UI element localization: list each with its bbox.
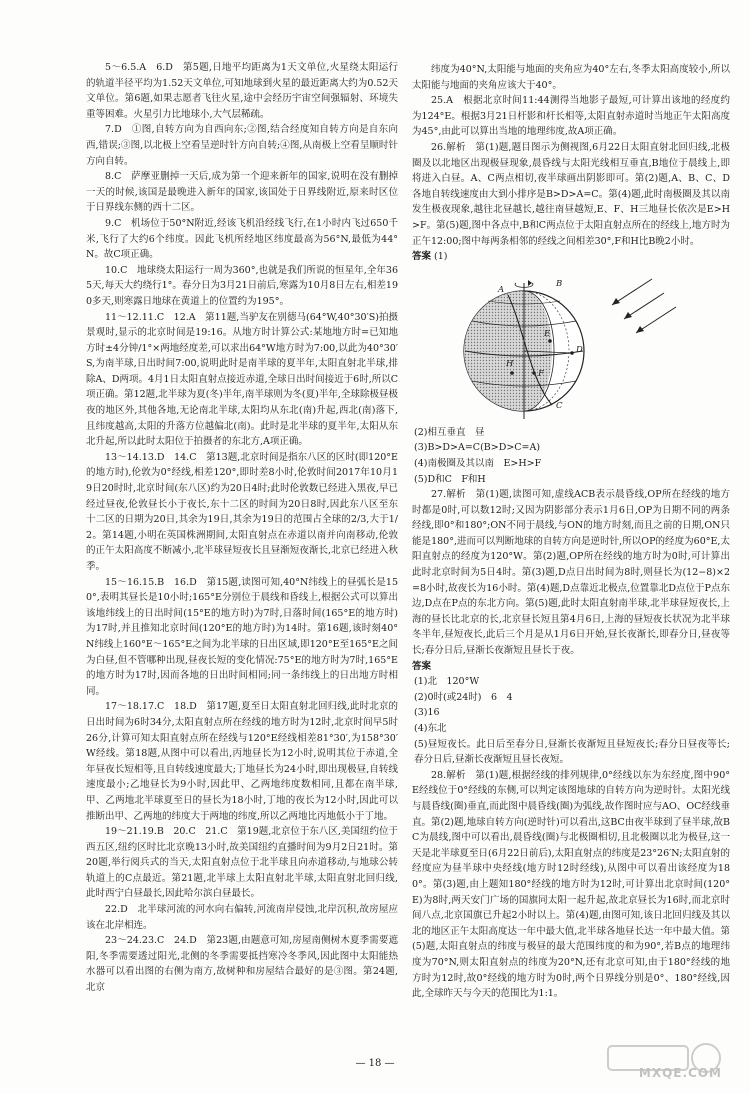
answer-item: (4)南极圈及其以南 E>H>F [414,457,542,469]
answer-paragraph: 10.C 地球绕太阳运行一周为360°,也就是我们所说的恒星年,全年365天,每天大约绕行1°。春分日为3月21日前后,寒露为10月8日左右,相差190多天,则寒露日地球在黄道上的位置约为195°。 [86,264,398,307]
answer-item: (5)D和C F和H [414,473,486,485]
earth-illumination-figure [452,269,682,419]
answer-label: 答案 [412,660,432,672]
answer-item: (3)16 [414,707,440,719]
answer-paragraph: 纬度为40°N,太阳能与地面的夹角应为40°左右,冬季太阳高度较小,所以太阳能与地面的夹角应该大于40°。 [412,64,730,91]
sunlight-arrows [612,279,676,333]
figure-label-c: C [556,400,563,411]
answer-paragraph: 7.D ①图,自转方向为自西向东;②图,结合经度知自转方向是自东向西,错误;③图,以北极上空看呈逆时针方向自转;④图,从南极上空看呈顺时针方向自转。 [86,124,398,167]
answer-item: (4)东北 [414,723,447,734]
answer-paragraph: 28.解析 第(1)题,根据经线的排列规律,0°经线以东为东经度,图中90°E经线位于0°经线的东侧,可以判定该图地球的自转方向为逆时针。太阳光线与晨昏线(圈)垂直,而此图中晨昏线(圈)为弧线,故作图时应与AO、OC经线垂直。第(2)题,地球自转方向(逆时针)可以看出,这BC由夜半球到了昼半球,故BC为晨线,图中可以看出,晨昏线(圈)与北极圈相切,且北极圈以北为极昼,这一天是北半球夏至日(6月22日前后),太阳直射点的纬度是23°26′N;太阳直射的经度应为昼半球中央经线(地方时12时经线),从图中可以看出该经度为180°。第(3)题,由上题知180°经线的地方时为12时,可计算出北京时间(120°E)为8时,两天安门广场的国旗同太阳一起升起,故北京昼长为16时,而北京时间八点,北京国旗已升起2小时以上。第(4)题,由图可知,该日北回归线及其以北的地区正午太阳高度达一年中最大值,北半球各地昼长达一年中最大值。第(5)题,太阳直射点的纬度与极昼的最大范围纬度的和为90°,若B点的地理纬度为70°N,则太阳直射点的纬度为20°N,还有北京可知,由于180°经线的地方时为12时,故0°经线的地方时为0时,两个日界线分别是0°、180°经线,因此,全球昨天与今天的范围比为1:1。 [412,769,730,1000]
answer-paragraph: 22.D 北半球河流的河水向右偏转,河流南岸侵蚀,北岸沉积,故房屋应该在北岸相连。 [86,904,398,931]
answer-item: (2)0时(或24时) 6 4 [414,691,513,703]
answer-26-list [412,425,730,487]
answer-paragraph: 25.A 根据北京时间11:44测得当地影子最短,可计算出该地的经度约为124°E。根据3月21日杆影和杆长相等,太阳直射赤道时当地正午太阳高度为45°,由此可以算出当地的地理纬度,故A项正确。 [412,95,730,138]
answer-item: (2)相互垂直 昼 [414,426,485,438]
right-mid-section [412,487,730,659]
answer-paragraph: 11～12.11.C 12.A 第11题,当驴友在别德马(64°W,40°30′S)拍摄景观时,显示的北京时间是19:16。从地方时计算公式:某地地方时=已知地方时±4分钟/1°×两地经度差,可以求出64°W地方时为7:00,以此为40°30′S,为南半球,日出时间7:00,说明此时是南半球的夏半年,太阳直射北半球,排除A、D两项。4月1日太阳直射点接近赤道,全球日出时间接近于6时,所以C项正确。第12题,北半球为夏(冬)半年,南半球则为冬(夏)半年,全球除极昼极夜的地区外,其他各地,无论南北半球,太阳均从东北(南)升起,西北(南)落下,且纬度越高,太阳的升落方位越偏北(南)。此时是北半球的夏半年,太阳从东北升起,所以此时太阳位于拍摄者的东北方,A项正确。 [86,311,398,448]
figure-label-a: A [498,284,505,295]
answer-item: (3)B>D>A=C(B>D>C=A) [414,442,541,454]
answer-paragraph: 23～24.23.C 24.D 第23题,由题意可知,房屋南侧树木夏季需要遮阳,冬季需要透过阳光,北侧的冬季需要抵挡寒冷冬季风,因此图中太阳能热水器可以看出图的右侧为南方,故树种和房屋结合最好的是③图。第24题,北京 [86,935,398,994]
figure-label-b: B [556,278,563,289]
answer-paragraph: 8.C 萨摩亚删掉一天后,成为第一个迎来新年的国家,说明在没有删掉一天的时候,该国是最晚进入新年的国家,该国处于日界线附近,原来时区位于日界线东侧的西十二区。 [86,171,398,214]
earth-diagram-svg [452,269,682,419]
page-number: — 18 — [355,1058,395,1069]
answer-27-list [412,674,730,768]
answer-paragraph: 27.解析 第(1)题,读图可知,虚线ACB表示晨昏线,OP所在经线的地方时都是0时,可以数12时;又因为阴影部分表示1月6日,OP为日期不同的两条经线,即0°和180°;ON不同于晨线,与ON的地方时刻,而且之前的日期,ON只能是180°,进而可以判断地球的自转方向是逆时针,所以OP的经度为60°E,太阳直射点的经度为120°W。第(2)题,OP所在经线的地方时为0时,可计算出此时北京时间为5日4时。第(3)题,D点日出时间为8时,则昼长为(12−8)×2=8小时,故夜长为16小时。第(4)题,D点靠近北极点,位置靠北D点位于P点东边,D点在P点的东北方向。第(5)题,此时太阳直射南半球,北半球昼短夜长,上海的昼长比北京的长,北京昼长短且第4月6日,上海的昼短夜长状况为北半球冬半年,昼短夜长,此后三个月是从1月6日开始,昼长夜渐长,即春分日,昼夜等长;春分日后,昼渐长夜渐短且昼长于夜。 [412,489,730,657]
answer-item: (1)北 120°W [414,676,480,688]
answer-item: (5)昼短夜长。此日后至春分日,昼渐长夜渐短且昼短夜长;春分日昼夜等长;春分日后,昼渐长夜渐短且昼长夜短。 [414,738,730,766]
answer-paragraph: 19～21.19.B 20.C 21.C 第19题,北京位于东八区,美国纽约位于西五区,纽约区时比北京晚13小时,故美国纽约直播时间为9月2日21时。第20题,举行阅兵式的当天,太阳直射点位于北半球且向赤道移动,与地球公转轨道上的C点最近。第21题,北半球上太阳直射北半球,太阳直射北回归线,此时西宁白昼最长,因此哈尔滨白昼最长。 [86,826,398,900]
figure-label-h: H [506,358,514,369]
figure-label-d: D [576,344,583,355]
answer-paragraph: 15～16.15.B 16.D 第15题,读图可知,40°N纬线上的昼弧长是150°,表明其昼长是10小时;165°E分别位于晨线和昏线上,根据公式可以算出该地纬线上的日出时间(15°E的地方时)为7时,日落时间(165°E的地方时)为17时,并且推知北京时间(120°E的地方时)为14时。第16题,该时刻40°N纬线上160°E～165°E之间为北半球的日出区域,即120°E至165°E之间为白昼,但不管哪种出现,昼夜长短的变化情况:75°E的地方时为7时,165°E的地方时为17时,因而各地的日出时间相同;同一条纬线上的日出地方时相同。 [86,576,398,697]
left-column [86,60,398,996]
watermark-logo [588,1040,738,1086]
watermark-text: MXQE.COM [638,1066,722,1080]
answer-paragraph: 5～6.5.A 6.D 第5题,日地平均距离为1天文单位,火星绕太阳运行的轨道半径平均为1.52天文单位,可知地球到火星的最近距离大约为0.52天文单位。第6题,如果志愿者飞往火星,途中会经历宇宙空间强辐射、环境失重等困难。火星引力比地球小,大气层稀疏。 [86,62,398,120]
answer-26-first: (1) [434,251,448,263]
answer-26-heading [412,249,730,265]
answer-27-heading [412,659,730,675]
right-column [412,62,730,1002]
answer-label: 答案 [412,251,432,263]
figure-label-f: F [538,368,544,379]
right-top-section [412,62,730,249]
right-bottom-section [412,768,730,1002]
answer-paragraph: 26.解析 第(1)题,题目图示为侧视图,6月22日太阳直射北回归线,北极圈及以北地区出现极昼现象,晨昏线与太阳光线相互垂直,B地位于晨线上,即将进入白昼。A、C两点相切,夜半球画出阴影即可。第(2)题,A、B、C、D各地自转线速度由大到小排序是B>D>A=C。第(4)题,此时南极圈及其以南发生极夜现象,越往北昼越长,越往南昼越短,E、F、H三地昼长依次是E>H>F。第(5)题,图中各点中,B和C两点位于太阳直射点所在的经线上,地方时为正午12:00;图中每两条相邻的经线之间相差30°,F和H比B晚2小时。 [412,141,730,247]
answer-paragraph: 17～18.17.C 18.D 第17题,夏至日太阳直射北回归线,此时北京的日出时间为6时34分,太阳直射点所在经线的地方时为12时,北京时间早5时26分,计算可知太阳直射点所在经线与120°E经线相差81°30′,为158°30′W经线。第18题,从图中可以看出,丙地昼长为12小时,说明其位于赤道,全年昼夜长短相等,且自转线速度最大;丁地昼长为24小时,即出现极昼,自转线速度最小;乙地昼长为9小时,因此甲、乙两地纬度数相同,且都在南半球,甲、乙两地北半球夏至日的昼长为18小时,丁地的夜长为12小时,因此可以推断出甲、乙两地的纬度大于两地的纬度,所以乙两地比丙地低小于丁地。 [86,701,398,822]
answer-paragraph: 9.C 机场位于50°N附近,经该飞机沿经线飞行,在1小时内飞过650千米,飞行了大约6个纬度。因此飞机所经地区纬度最高为56°N,最低为44°N。故C项正确。 [86,217,398,261]
figure-label-e: E [544,328,551,339]
answer-paragraph: 13～14.13.D 14.C 第13题,北京时间是指东八区的区时(即120°E的地方时),伦敦为0°经线,相差120°,即时差8小时,伦敦时间2017年10月19日20时时,北京时间(东八区)约为20日4时;此时伦敦数已经进入黑夜,早已经过昼夜,伦敦昼长小于夜长,东十二区的时间为20日8时,因此东八区至东十二区的日期为20日,其余为19日,其余为19日的范围占全球的2/3,大于1/2。第14题,小明在英国株洲期间,太阳直射点在赤道以南并向南移动,伦敦的正午太阳高度不断减小,北半球昼短夜长且昼渐短夜渐长,北京已经进入秋季。 [86,451,398,572]
